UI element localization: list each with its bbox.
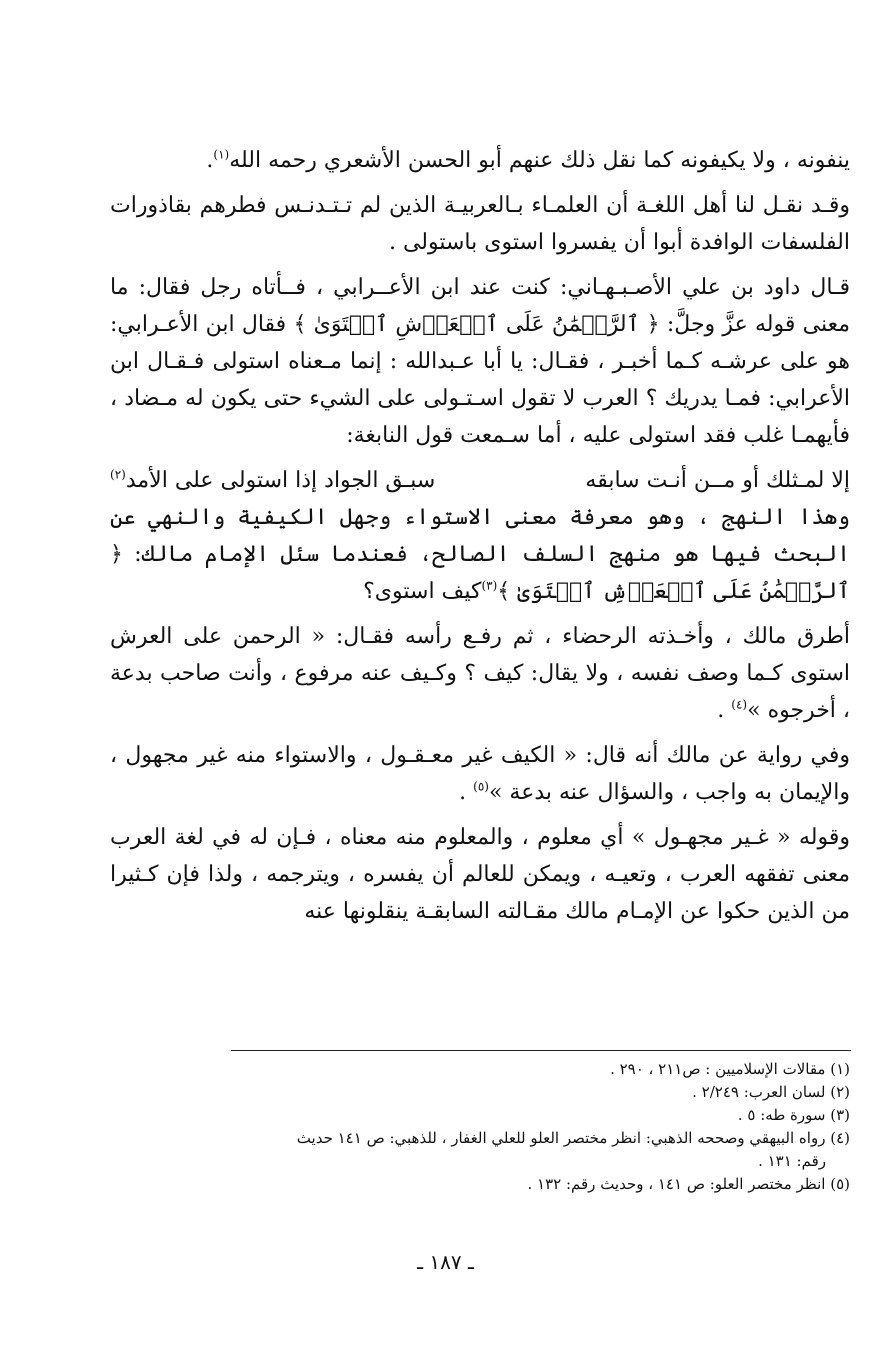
page-number: ـ ١٨٧ ـ	[417, 1250, 474, 1274]
footnote-divider	[231, 1050, 851, 1051]
footnote-4: (٤) رواه البيهقي وصححه الذهبي: انظر مختصر العلو للعلي الغفار ، للذهبي: ص ١٤١ حديث	[296, 1129, 850, 1147]
paragraph-1-end: .	[206, 148, 214, 173]
footnote-ref-3[interactable]: (٣)	[481, 578, 498, 593]
footnote-3: (٣) سورة طه: ٥ .	[737, 1106, 850, 1124]
paragraph-6	[110, 737, 850, 811]
paragraph-4-text: وهذا النهج ، وهو معرفة معنى الاستواء وجهل الكيفية والنهي عن البحث فيها هو منهج السلف الصالح، فعندما سئل الإمام مالك: ﴿ ٱلرَّحۡمَٰنُ عَلَى ٱلۡعَرۡشِ ٱسۡتَوَىٰ ﴾	[110, 505, 850, 604]
footnote-5: (٥) انظر مختصر العلو: ص ١٤١ ، وحديث رقم: ١٣٢ .	[527, 1175, 850, 1193]
footnote-ref-2[interactable]: (٢)	[110, 467, 126, 482]
footnote-ref-1[interactable]: (١)	[213, 147, 230, 162]
paragraph-4-end: كيف استوى؟	[363, 579, 482, 604]
paragraph-6-text: وفي رواية عن مالك أنه قال: « الكيف غير معـقـول ، والاستواء منه غير مجهول ، والإيمان به واجب ، والسؤال عنه بدعة »	[110, 743, 850, 805]
footnote-4-continued: رقم: ١٣١ .	[758, 1152, 826, 1170]
paragraph-5-end: .	[717, 698, 725, 723]
paragraph-1-text: ينفونه ، ولا يكيفونه كما نقل ذلك عنهم أبو الحسن الأشعري رحمه الله	[229, 148, 850, 173]
paragraph-7: وقوله « غـير مجهـول » أي معلوم ، والمعلوم منه معناه ، فـإن له في لغة العرب معنى تفقهه العرب ، وتعيـه ، ويمكن للعالم أن يفسره ، ويترجمه ، ولذا فإن كـثيرا من الذين حكوا عن الإمـام مالك مقـالته السابقـة ينقلونها عنه	[110, 825, 850, 924]
verse-second-hemistich-wrap	[110, 462, 435, 499]
footnote-ref-5[interactable]: (٥)	[473, 779, 489, 794]
paragraph-4	[110, 499, 850, 610]
poetry-verse	[110, 462, 850, 499]
paragraph-5	[110, 618, 850, 729]
paragraph-3: قـال داود بن علي الأصـبـهـاني: كنت عند ابن الأعــرابي ، فــأتاه رجل فقال: ما معنى قوله عزَّ وجلَّ: ﴿ ٱلرَّحۡمَٰنُ عَلَى ٱلۡعَرۡشِ ٱسۡتَوَىٰ ﴾ فقال ابن الأعـرابي: هو على عرشـه كـما أخبـر ، فقـال: يا أبا عـبدالله : إنما مـعناه استولى فـقـال ابن الأعرابي: فمـا يدريك ؟ العرب لا تقول اسـتـولى على الشيء حتى يكون له مـضاد ، فأيهمـا غلب فقد استولى عليه ، أما سـمعت قول النابغة:	[110, 275, 850, 448]
verse-second-hemistich: سبـق الجواد إذا استولى على الأمد	[125, 468, 436, 493]
verse-first-hemistich: إلا لمـثلك أو مــن أنـت سابقه	[585, 468, 850, 493]
paragraph-1	[110, 142, 850, 179]
page-body	[110, 142, 850, 930]
footnote-1: (١) مقالات الإسلاميين : ص٢١١ ، ٢٩٠ .	[610, 1060, 850, 1078]
footnote-2: (٢) لسان العرب: ٢/٢٤٩ .	[692, 1083, 850, 1101]
footnote-ref-4[interactable]: (٤)	[731, 697, 748, 712]
paragraph-6-end: .	[459, 780, 467, 805]
paragraph-5-text: أطرق مالك ، وأخـذته الرحضاء ، ثم رفـع رأسه فقـال: « الرحمن على العرش استوى كـما وصف نفسه ، ولا يقال: كيف ؟ وكـيف عنه مرفوع ، وأنت صاحب بدعة ، أخرجوه »	[110, 624, 850, 723]
footnotes	[110, 1058, 850, 1196]
paragraph-2: وقـد نقـل لنا أهل اللغـة أن العلمـاء بـالعربيـة الذين لم تـتـدنـس فطرهم بقاذورات الفلسفات الوافدة أبوا أن يفسروا استوى باستولى .	[110, 193, 850, 255]
